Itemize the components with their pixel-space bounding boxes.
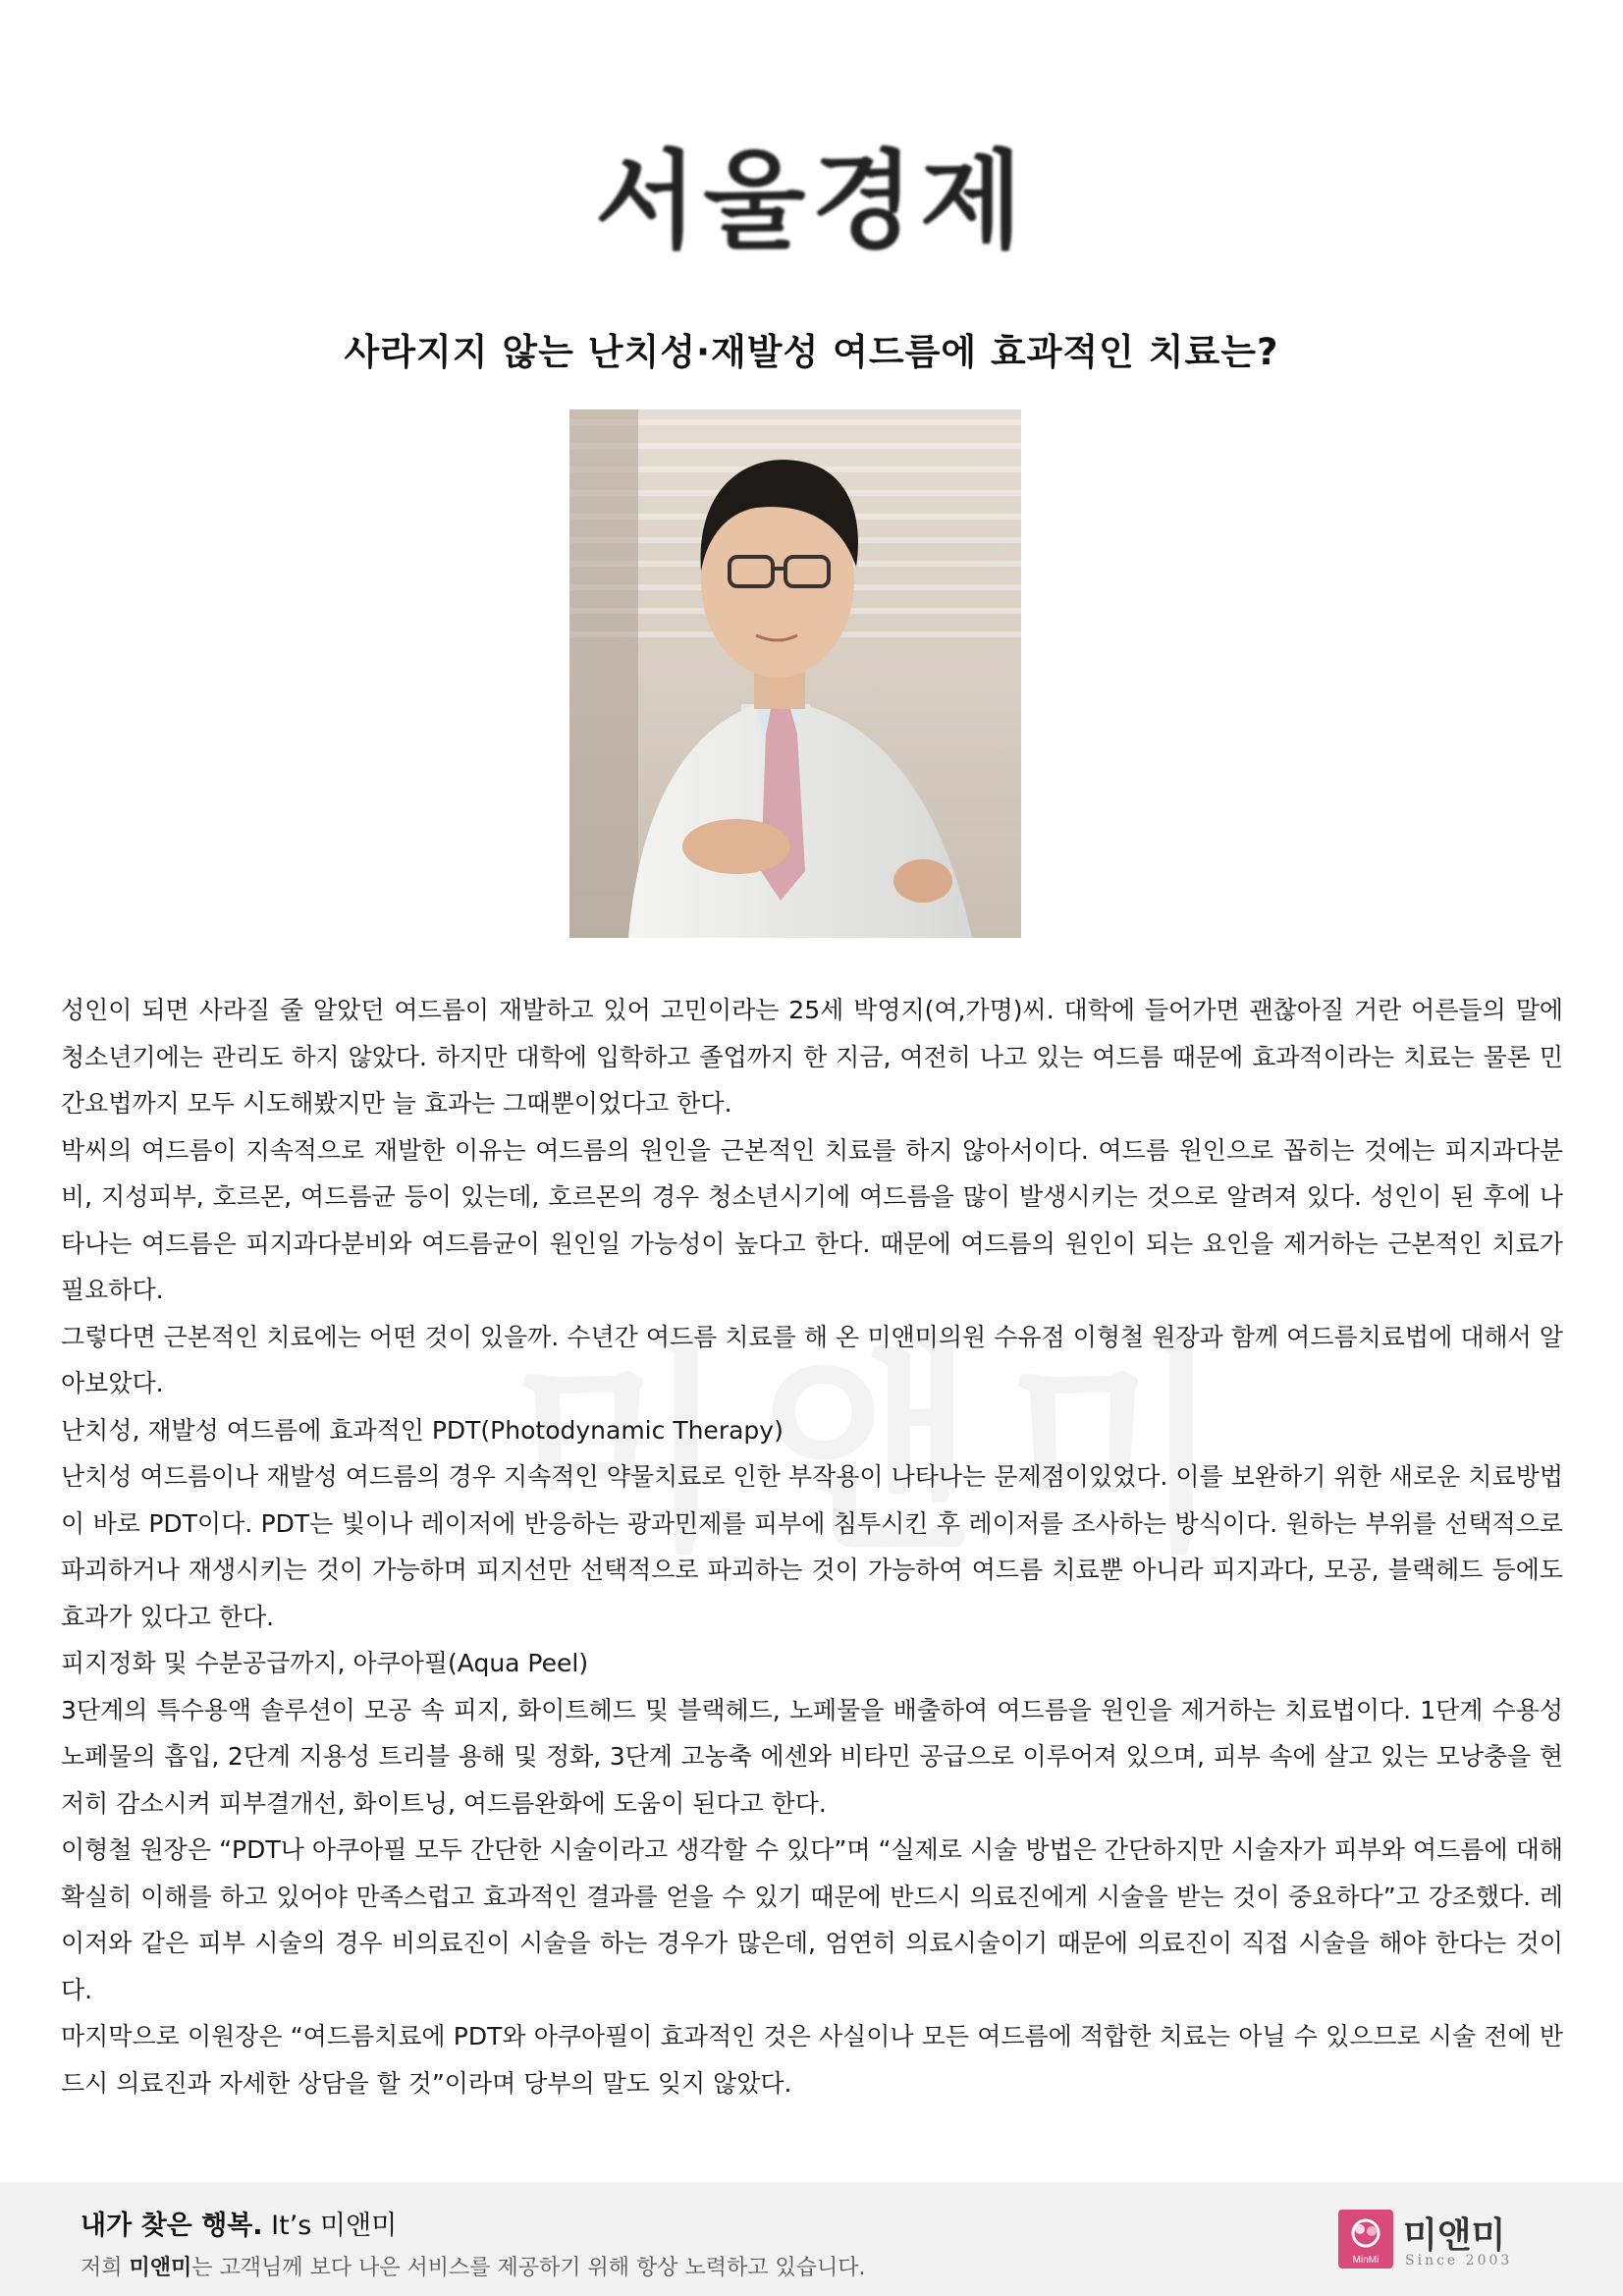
newspaper-masthead: 서울경제 <box>594 140 1029 263</box>
article-paragraph: 그렇다면 근본적인 치료에는 어떤 것이 있을까. 수년간 여드름 치료를 해 온 미앤미의원 수유점 이형철 원장과 함께 여드름치료법에 대해서 알아보았다. <box>61 1322 1563 1397</box>
article-paragraph: 난치성 여드름이나 재발성 여드름의 경우 지속적인 약물치료로 인한 부작용이 나타나는 문제점이있었다. 이를 보완하기 위한 새로운 치료방법이 바로 PDT이다. PDT는 빛이나 레이저에 반응하는 광과민제를 피부에 침투시킨 후 레이저를 조사하는 방식이다. 원하는 부위를 선택적으로 파괴하거나 재생시키는 것이 가능하며 피지선만 선택적으로 파괴하는 것이 가능하여 여드름 치료뿐 아니라 피지과다, 모공, 블랙헤드 등에도 효과가 있다고 한다. <box>61 1462 1563 1631</box>
logo-name: 미앤미 <box>1403 2215 1506 2256</box>
footer-note <box>81 2251 866 2281</box>
article-paragraph: 3단계의 특수용액 솔루션이 모공 속 피지, 화이트헤드 및 블랙헤드, 노페물을 배출하여 여드름을 원인을 제거하는 치료법이다. 1단계 수용성 노페물의 흡입, 2단계 지용성 트리블 용해 및 정화, 3단계 고농축 에센와 비타민 공급으로 이루어져 있으며, 피부 속에 살고 있는 모낭충을 현저히 감소시켜 피부결개선, 화이트닝, 여드름완화에 도움이 된다고 한다. <box>61 1695 1563 1818</box>
article-subheading: 난치성, 재발성 여드름에 효과적인 PDT(Photodynamic Therapy) <box>61 1415 784 1445</box>
slogan-bold: 내가 찾은 행복. <box>81 2211 263 2241</box>
logo-since: Since 2003 <box>1405 2253 1513 2269</box>
article-paragraph: 박씨의 여드름이 지속적으로 재발한 이유는 여드름의 원인을 근본적인 치료를 하지 않아서이다. 여드름 원인으로 꼽히는 것에는 피지과다분비, 지성피부, 호르몬, 여드름균 등이 있는데, 호르몬의 경우 청소년시기에 여드름을 많이 발생시키는 것으로 알려져 있다. 성인이 된 후에 나타나는 여드름은 피지과다분비와 여드름균이 원인일 가능성이 높다고 한다. 때문에 여드름의 원인이 되는 요인을 제거하는 근본적인 치료가 필요하다. <box>61 1135 1564 1304</box>
footer-bar <box>0 2182 1623 2296</box>
logo-mark-text: MinMi <box>1352 2255 1380 2266</box>
brand-logo <box>1338 2208 1564 2272</box>
flower-logo-icon <box>1338 2210 1393 2269</box>
article-headline: 사라지지 않는 난치성·재발성 여드름에 효과적인 치료는? <box>344 331 1279 373</box>
article-paragraph: 마지막으로 이원장은 “여드름치료에 PDT와 아쿠아필이 효과적인 것은 사실이나 모든 여드름에 적합한 치료는 아닐 수 있으므로 시술 전에 반드시 의료진과 자세한 상담을 할 것”이라며 당부의 말도 잊지 않았다. <box>61 2022 1563 2098</box>
article-subheading: 피지정화 및 수분공급까지, 아쿠아필(Aqua Peel) <box>61 1649 589 1677</box>
footer-note-post: 는 고객님께 보다 나은 서비스를 제공하기 위해 항상 노력하고 있습니다. <box>191 2256 866 2280</box>
footer-note-pre: 저희 <box>81 2256 130 2280</box>
article-body <box>61 987 1563 2106</box>
footer-note-brand: 미앤미 <box>129 2256 192 2280</box>
slogan-rest: It’s 미앤미 <box>262 2211 398 2241</box>
article-paragraph: 이형철 원장은 “PDT나 아쿠아필 모두 간단한 시술이라고 생각할 수 있다”며 “실제로 시술 방법은 간단하지만 시술자가 피부와 여드름에 대해 확실히 이해를 하고 있어야 만족스럽고 효과적인 결과를 얻을 수 있기 때문에 반드시 의료진에게 시술을 받는 것이 중요하다”고 강조했다. 레이저와 같은 피부 시술의 경우 비의료진이 시술을 하는 경우가 많은데, 엄연히 의료시술이기 때문에 의료진이 직접 시술을 해야 한다는 것이다. <box>61 1835 1563 2004</box>
article-paragraph: 성인이 되면 사라질 줄 알았던 여드름이 재발하고 있어 고민이라는 25세 박영지(여,가명)씨. 대학에 들어가면 괜찮아질 거란 어른들의 말에 청소년기에는 관리도 하지 않았다. 하지만 대학에 입학하고 졸업까지 한 지금, 여전히 나고 있는 여드름 때문에 효과적이라는 치료는 물론 민간요법까지 모두 시도해봤지만 늘 효과는 그때뿐이었다고 한다. <box>61 996 1563 1118</box>
doctor-portrait-photo <box>569 410 1021 938</box>
footer-slogan <box>81 2204 397 2242</box>
